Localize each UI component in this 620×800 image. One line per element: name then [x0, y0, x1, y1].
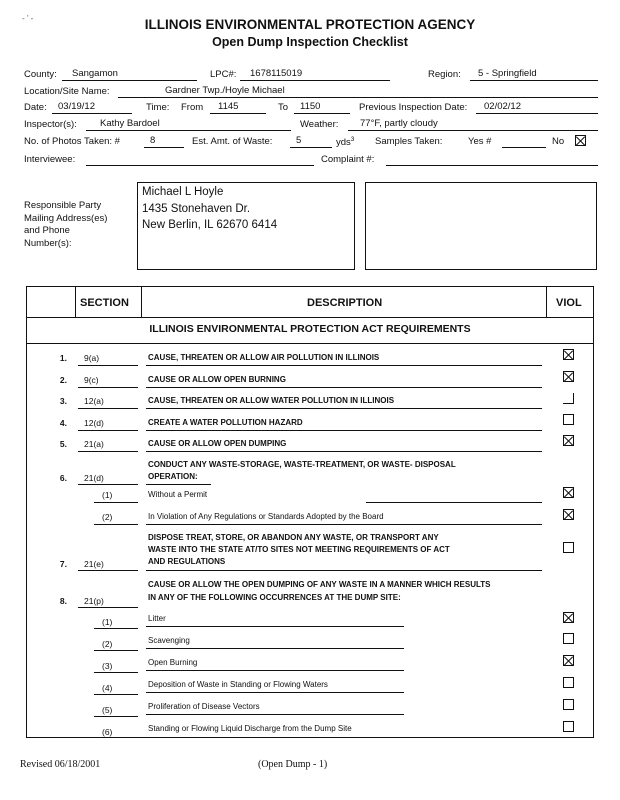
- time-label: Time:: [146, 102, 170, 113]
- location-label: Location/Site Name:: [24, 86, 110, 97]
- row-8-description-line2: IN ANY OF THE FOLLOWING OCCURRENCES AT THE DUMP SITE:: [148, 593, 401, 602]
- photos-field[interactable]: 8: [150, 135, 156, 146]
- col-section-header: SECTION: [80, 297, 129, 309]
- secondary-address-box[interactable]: [365, 182, 597, 270]
- responsible-label-line4: Number(s):: [24, 237, 72, 249]
- corner-mark: ‐ ’ ‐: [22, 14, 34, 23]
- page-label: (Open Dump - 1): [258, 759, 328, 770]
- row-6-sub-2-label: (2): [102, 512, 113, 522]
- agency-title: ILLINOIS ENVIRONMENTAL PROTECTION AGENCY: [144, 17, 476, 32]
- row-5-viol-checkbox[interactable]: [563, 435, 574, 446]
- row-1-description: CAUSE, THREATEN OR ALLOW AIR POLLUTION IN ILLINOIS: [148, 353, 380, 362]
- row-1-number: 1.: [59, 353, 67, 363]
- row-8-number: 8.: [59, 596, 67, 606]
- row-8-sub-3-label: (3): [102, 661, 113, 671]
- row-8-sub-4-viol-checkbox[interactable]: [563, 677, 574, 688]
- row-3-section: 12(a): [84, 396, 104, 406]
- row-6-description-line2: OPERATION:: [148, 472, 198, 481]
- date-field[interactable]: 03/19/12: [58, 101, 95, 112]
- weather-label: Weather:: [300, 119, 339, 130]
- waste-unit: [336, 136, 354, 148]
- row-8-sub-2-description: Scavenging: [148, 636, 190, 645]
- row-4-section: 12(d): [84, 418, 104, 428]
- row-7-description-line2: WASTE INTO THE STATE AT/TO SITES NOT MEETING REQUIREMENTS OF ACT: [148, 545, 450, 554]
- photos-label: No. of Photos Taken: #: [24, 136, 120, 147]
- revision-date: Revised 06/18/2001: [20, 759, 101, 770]
- row-8-sub-6-label: (6): [102, 727, 113, 737]
- row-8-description-line1: CAUSE OR ALLOW THE OPEN DUMPING OF ANY WASTE IN A MANNER WHICH RESULTS: [148, 580, 491, 589]
- row-8-sub-6-viol-checkbox[interactable]: [563, 721, 574, 732]
- responsible-street: 1435 Stonehaven Dr.: [142, 202, 251, 215]
- row-8-section: 21(p): [84, 596, 104, 606]
- row-8-sub-5-viol-checkbox[interactable]: [563, 699, 574, 710]
- row-7-description-line3: AND REGULATIONS: [148, 557, 226, 566]
- inspector-label: Inspector(s):: [24, 119, 77, 130]
- complaint-label: Complaint #:: [321, 154, 375, 165]
- responsible-label-line3: and Phone: [24, 225, 70, 236]
- table-banner: ILLINOIS ENVIRONMENTAL PROTECTION ACT REQUIREMENTS: [149, 323, 471, 335]
- row-5-section: 21(a): [84, 439, 104, 449]
- waste-label: Est. Amt. of Waste:: [192, 136, 273, 147]
- responsible-label-line1: Responsible Party: [24, 200, 102, 211]
- row-3-viol-checkbox[interactable]: [563, 393, 574, 404]
- county-field[interactable]: Sangamon: [72, 68, 118, 79]
- row-6-sub-1-description: Without a Permit: [148, 490, 208, 499]
- col-viol-header: VIOL: [556, 297, 582, 309]
- samples-no-checkbox[interactable]: [575, 135, 586, 146]
- row-8-sub-1-viol-checkbox[interactable]: [563, 612, 574, 623]
- row-1-viol-checkbox[interactable]: [563, 349, 574, 360]
- row-8-sub-3-description: Open Burning: [148, 658, 198, 667]
- row-4-viol-checkbox[interactable]: [563, 414, 574, 425]
- responsible-address-box[interactable]: [137, 182, 355, 270]
- waste-field[interactable]: 5: [296, 135, 302, 146]
- interviewee-label: Interviewee:: [24, 154, 76, 165]
- row-6-sub-1-viol-checkbox[interactable]: [563, 487, 574, 498]
- weather-field[interactable]: 77°F, partly cloudy: [360, 118, 438, 129]
- samples-no-label: No: [552, 136, 565, 147]
- row-6-description-line1: CONDUCT ANY WASTE-STORAGE, WASTE-TREATMENT, OR WASTE- DISPOSAL: [148, 460, 456, 469]
- waste-unit-text: yds: [336, 137, 351, 149]
- prev-inspection-field[interactable]: 02/02/12: [484, 101, 521, 112]
- row-8-sub-6-description: Standing or Flowing Liquid Discharge from the Dump Site: [148, 724, 352, 733]
- col-description-header: DESCRIPTION: [307, 297, 383, 309]
- row-6-sub-2-viol-checkbox[interactable]: [563, 509, 574, 520]
- to-field[interactable]: 1150: [300, 101, 321, 112]
- row-5-number: 5.: [59, 439, 67, 449]
- responsible-label: [24, 200, 107, 250]
- row-4-description: CREATE A WATER POLLUTION HAZARD: [148, 418, 303, 427]
- samples-label: Samples Taken:: [375, 136, 443, 147]
- row-8-sub-1-label: (1): [102, 617, 113, 627]
- samples-yes-label: Yes #: [468, 136, 492, 147]
- row-6-number: 6.: [59, 473, 67, 483]
- to-label: To: [278, 102, 289, 113]
- row-8-sub-1-description: Litter: [148, 614, 166, 623]
- row-2-section: 9(c): [84, 375, 99, 385]
- county-label: County:: [24, 69, 57, 80]
- row-7-description-line1: DISPOSE TREAT, STORE, OR ABANDON ANY WASTE, OR TRANSPORT ANY: [148, 533, 439, 542]
- region-field[interactable]: 5 - Springfield: [478, 68, 537, 79]
- row-2-viol-checkbox[interactable]: [563, 371, 574, 382]
- lpc-label: LPC#:: [210, 69, 237, 80]
- lpc-field[interactable]: 1678115019: [250, 68, 303, 79]
- location-field[interactable]: Gardner Twp./Hoyle Michael: [165, 85, 285, 96]
- responsible-name: Michael L Hoyle: [142, 186, 224, 198]
- row-3-description: CAUSE, THREATEN OR ALLOW WATER POLLUTION IN ILLINOIS: [148, 396, 395, 405]
- region-label: Region:: [428, 69, 461, 80]
- row-4-number: 4.: [59, 418, 67, 428]
- waste-unit-sup: 3: [350, 136, 355, 143]
- row-5-description: CAUSE OR ALLOW OPEN DUMPING: [148, 439, 287, 448]
- row-8-sub-5-label: (5): [102, 705, 113, 715]
- row-7-section: 21(e): [84, 559, 104, 569]
- row-8-sub-2-viol-checkbox[interactable]: [563, 633, 574, 644]
- date-label: Date:: [24, 102, 47, 113]
- row-3-number: 3.: [59, 396, 67, 406]
- responsible-label-line2: Mailing Address(es): [24, 212, 108, 224]
- form-subtitle: Open Dump Inspection Checklist: [212, 35, 408, 49]
- row-8-sub-4-label: (4): [102, 683, 113, 693]
- responsible-city: New Berlin, IL 62670 6414: [142, 219, 278, 231]
- row-7-number: 7.: [59, 559, 67, 569]
- row-1-section: 9(a): [84, 353, 100, 363]
- inspector-field[interactable]: Kathy Bardoel: [100, 118, 160, 129]
- from-field[interactable]: 1145: [218, 101, 239, 112]
- row-6-sub-1-label: (1): [102, 490, 113, 500]
- row-8-sub-4-description: Deposition of Waste in Standing or Flowing Waters: [148, 680, 328, 689]
- row-7-viol-checkbox[interactable]: [563, 542, 574, 553]
- row-2-number: 2.: [59, 375, 67, 385]
- from-label: From: [181, 102, 204, 113]
- row-2-description: CAUSE OR ALLOW OPEN BURNING: [148, 375, 286, 384]
- row-8-sub-2-label: (2): [102, 639, 113, 649]
- row-8-sub-3-viol-checkbox[interactable]: [563, 655, 574, 666]
- row-6-section: 21(d): [84, 473, 104, 483]
- row-6-sub-2-description: In Violation of Any Regulations or Standards Adopted by the Board: [148, 512, 384, 521]
- prev-inspection-label: Previous Inspection Date:: [359, 102, 468, 113]
- row-8-sub-5-description: Proliferation of Disease Vectors: [148, 702, 260, 711]
